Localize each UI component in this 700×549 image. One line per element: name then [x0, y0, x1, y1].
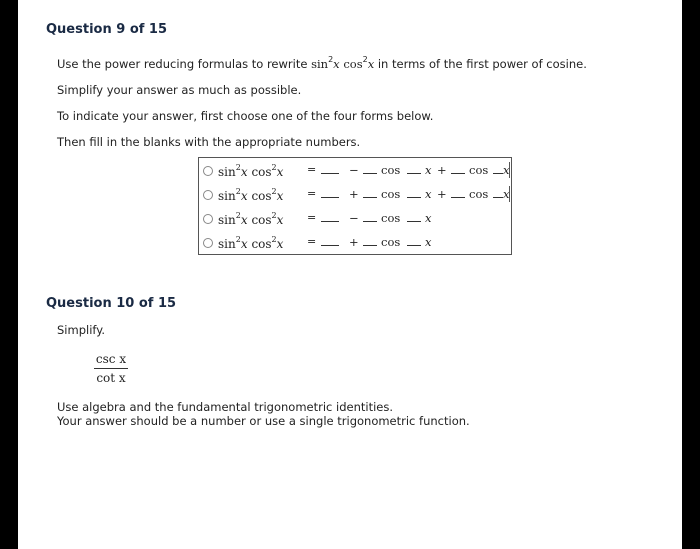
cos: cos: [381, 163, 401, 177]
operator: +: [437, 163, 447, 177]
prompt-x: x: [333, 57, 340, 71]
operator: −: [349, 163, 359, 177]
x: x: [240, 189, 248, 203]
exp: 2: [235, 235, 241, 244]
cos: cos: [251, 213, 272, 227]
sin: sin: [218, 237, 236, 251]
x: x: [276, 165, 284, 179]
cos: cos: [469, 187, 489, 201]
radio-button[interactable]: [203, 214, 213, 224]
cos: cos: [251, 165, 272, 179]
divider: [509, 186, 510, 202]
equals: =: [307, 235, 317, 248]
blank-2[interactable]: [361, 235, 379, 249]
cos: cos: [381, 235, 401, 249]
x: x: [240, 165, 248, 179]
blank-4[interactable]: [449, 163, 467, 177]
operator: −: [349, 211, 359, 225]
cos: cos: [251, 189, 272, 203]
exp: 2: [271, 187, 277, 196]
operator: +: [349, 235, 359, 249]
radio-button[interactable]: [203, 190, 213, 200]
prompt-x: x: [367, 57, 375, 71]
question-9-title: Question 9 of 15: [46, 22, 168, 37]
exp: 2: [271, 163, 277, 172]
cos: cos: [469, 163, 489, 177]
operator: +: [437, 187, 447, 201]
form-option-1[interactable]: [203, 160, 509, 182]
indicate-instruction: To indicate your answer, first choose one of the four forms below.: [57, 109, 434, 123]
exp: 2: [235, 163, 241, 172]
blank-3[interactable]: [405, 211, 423, 225]
x: x: [240, 237, 248, 251]
question-9-prompt: [57, 55, 587, 71]
algebra-instruction: Use algebra and the fundamental trigonometric identities.: [57, 400, 394, 414]
sin: sin: [218, 189, 236, 203]
answer-format-instruction: Your answer should be a number or use a single trigonometric function.: [57, 414, 470, 428]
lhs: [218, 187, 283, 203]
exp: 2: [271, 211, 277, 220]
exp: 2: [235, 211, 241, 220]
fill-instruction: Then fill in the blanks with the appropriate numbers.: [57, 135, 361, 149]
cos: cos: [381, 211, 401, 225]
prompt-sin: sin: [311, 57, 329, 71]
form-option-4[interactable]: [203, 232, 509, 254]
prompt-text: Use the power reducing formulas to rewrite: [57, 57, 312, 71]
blank-1[interactable]: [319, 163, 341, 177]
prompt-exp: 2: [328, 55, 334, 64]
blank-3[interactable]: [405, 235, 423, 249]
x: x: [425, 211, 432, 225]
simplify-instruction: Simplify your answer as much as possible.: [57, 83, 302, 97]
x: x: [425, 187, 432, 201]
sin: sin: [218, 213, 236, 227]
blank-1[interactable]: [319, 235, 341, 249]
question-10-title: Question 10 of 15: [46, 296, 177, 311]
x: x: [503, 187, 510, 201]
sin: sin: [218, 165, 236, 179]
equals: =: [307, 211, 317, 224]
x: x: [240, 213, 248, 227]
answer-forms-box: [198, 157, 512, 255]
x: x: [503, 163, 510, 177]
form-option-2[interactable]: [203, 184, 509, 206]
form-option-3[interactable]: [203, 208, 509, 230]
lhs: [218, 211, 283, 227]
equals: =: [307, 163, 317, 176]
prompt-cos: cos: [343, 57, 363, 71]
blank-1[interactable]: [319, 187, 341, 201]
cos: cos: [381, 187, 401, 201]
fraction-expression: [94, 352, 128, 385]
operator: +: [349, 187, 359, 201]
radio-button[interactable]: [203, 238, 213, 248]
equals: =: [307, 187, 317, 200]
x: x: [425, 163, 432, 177]
x: x: [276, 189, 284, 203]
prompt-exp: 2: [362, 55, 368, 64]
blank-4[interactable]: [449, 187, 467, 201]
prompt-text-end: in terms of the first power of cosine.: [374, 57, 587, 71]
cos: cos: [251, 237, 272, 251]
exp: 2: [235, 187, 241, 196]
lhs: [218, 235, 283, 251]
x: x: [276, 213, 284, 227]
x: x: [276, 237, 284, 251]
blank-2[interactable]: [361, 187, 379, 201]
question-page: [18, 0, 682, 549]
blank-3[interactable]: [405, 163, 423, 177]
exp: 2: [271, 235, 277, 244]
fraction-denominator: cot x: [96, 371, 126, 385]
fraction-numerator: csc x: [94, 352, 128, 369]
simplify-label: Simplify.: [57, 323, 106, 337]
radio-button[interactable]: [203, 166, 213, 176]
blank-3[interactable]: [405, 187, 423, 201]
x: x: [425, 235, 432, 249]
blank-2[interactable]: [361, 211, 379, 225]
divider: [509, 162, 510, 178]
lhs: [218, 163, 283, 179]
blank-1[interactable]: [319, 211, 341, 225]
blank-2[interactable]: [361, 163, 379, 177]
